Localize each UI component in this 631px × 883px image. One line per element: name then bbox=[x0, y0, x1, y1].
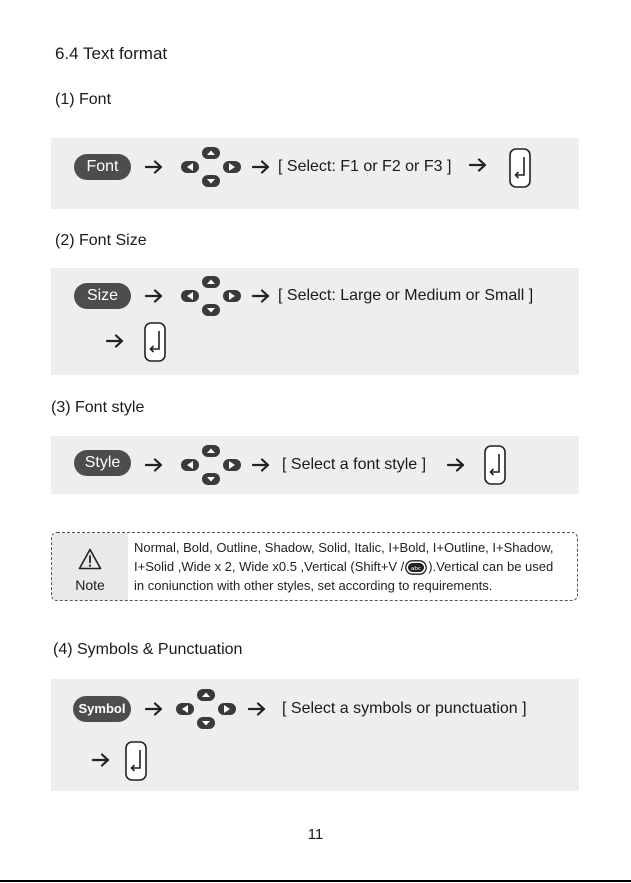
right-arrow-icon bbox=[145, 702, 163, 716]
page-number: 11 bbox=[307, 826, 324, 843]
style-key: Style bbox=[74, 450, 131, 476]
note-line-2 bbox=[134, 557, 554, 576]
right-arrow-icon bbox=[252, 289, 270, 303]
right-arrow-icon bbox=[447, 458, 465, 472]
enter-key-icon bbox=[484, 445, 506, 485]
style-instruction-panel bbox=[51, 436, 579, 494]
note-text bbox=[134, 538, 554, 595]
right-arrow-icon bbox=[248, 702, 266, 716]
dpad-icon bbox=[174, 689, 238, 729]
note-box bbox=[51, 532, 578, 601]
page-title: 6.4 Text format bbox=[55, 44, 168, 63]
svg-text:abc: abc bbox=[411, 566, 422, 573]
right-arrow-icon bbox=[252, 458, 270, 472]
enter-key-icon bbox=[125, 741, 147, 781]
enter-key-icon bbox=[144, 322, 166, 362]
dpad-icon bbox=[179, 147, 243, 187]
section-heading-font: (1) Font bbox=[55, 91, 112, 108]
font-key: Font bbox=[74, 154, 131, 180]
right-arrow-icon bbox=[106, 334, 124, 348]
abc-key-icon bbox=[405, 560, 427, 575]
right-arrow-icon bbox=[145, 289, 163, 303]
style-instruction-text: [ Select a font style ] bbox=[282, 456, 427, 473]
note-side bbox=[52, 533, 128, 600]
symbol-key: Symbol bbox=[73, 696, 131, 722]
right-arrow-icon bbox=[145, 458, 163, 472]
font-instruction-panel bbox=[51, 138, 579, 209]
enter-key-icon bbox=[509, 148, 531, 188]
note-line-3: in coniunction with other styles, set according to requirements. bbox=[134, 578, 493, 593]
warning-icon bbox=[78, 548, 102, 570]
dpad-icon bbox=[179, 276, 243, 316]
size-key: Size bbox=[74, 283, 131, 309]
right-arrow-icon bbox=[252, 160, 270, 174]
section-heading-size: (2) Font Size bbox=[55, 232, 147, 249]
note-line-2-start: I+Solid ,Wide x 2, Wide x0.5 ,Vertical (Shift+V / bbox=[134, 559, 405, 574]
section-heading-symbols: (4) Symbols & Punctuation bbox=[53, 641, 243, 658]
note-label: Note bbox=[75, 577, 105, 593]
right-arrow-icon bbox=[145, 160, 163, 174]
section-heading-style: (3) Font style bbox=[51, 399, 145, 416]
bottom-rule bbox=[0, 880, 631, 882]
size-instruction-panel bbox=[51, 268, 579, 375]
symbol-instruction-text: [ Select a symbols or punctuation ] bbox=[282, 700, 527, 717]
right-arrow-icon bbox=[92, 753, 110, 767]
right-arrow-icon bbox=[469, 158, 487, 172]
note-line-2-end: ).Vertical can be used bbox=[428, 559, 554, 574]
symbol-instruction-panel bbox=[51, 679, 579, 791]
size-instruction-text: [ Select: Large or Medium or Small ] bbox=[278, 287, 534, 304]
dpad-icon bbox=[179, 445, 243, 485]
note-line-1: Normal, Bold, Outline, Shadow, Solid, Italic, I+Bold, I+Outline, I+Shadow, bbox=[134, 540, 554, 555]
font-instruction-text: [ Select: F1 or F2 or F3 ] bbox=[278, 158, 452, 175]
